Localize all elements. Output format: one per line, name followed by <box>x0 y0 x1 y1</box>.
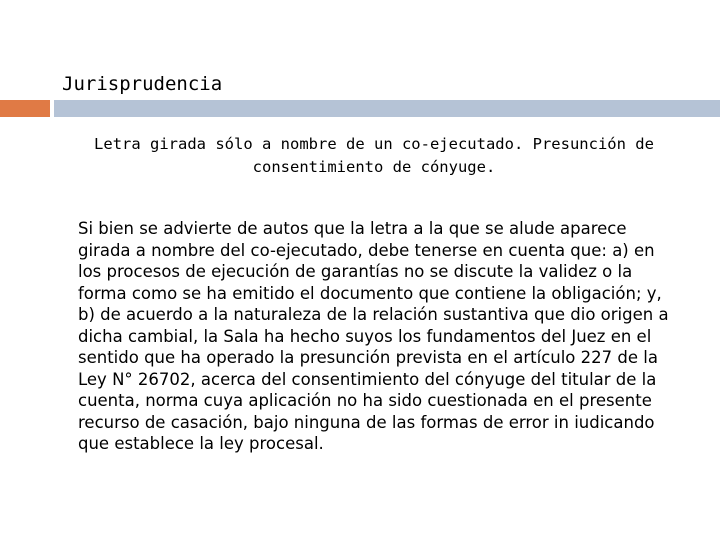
body-paragraph: Si bien se advierte de autos que la letra a la que se alude aparece girada a nombre del co-ejecutado, debe tenerse en cuenta que: a) en los procesos de ejecución de garantías no se discute la validez o la forma como se ha emitido el documento que contiene la obligación; y, b) de acuerdo a la naturaleza de la relación sustantiva que dio origen a dicha cambial, la Sala ha hecho suyos los fundamentos del Juez en el sentido que ha operado la presunción prevista en el artículo 227 de la Ley N° 26702, acerca del consentimiento del cónyuge del titular de la cuenta, norma cuya aplicación no ha sido cuestionada en el presente recurso de casación, bajo ninguna de las formas de error in iudicando que establece la ley procesal. <box>78 219 669 453</box>
slide-subtitle: Letra girada sólo a nombre de un co-ejecutado. Presunción de consentimiento de cónyuge. <box>94 135 654 176</box>
accent-square <box>0 100 50 117</box>
accent-bar <box>54 100 720 117</box>
slide-title: Jurisprudencia <box>62 73 223 95</box>
